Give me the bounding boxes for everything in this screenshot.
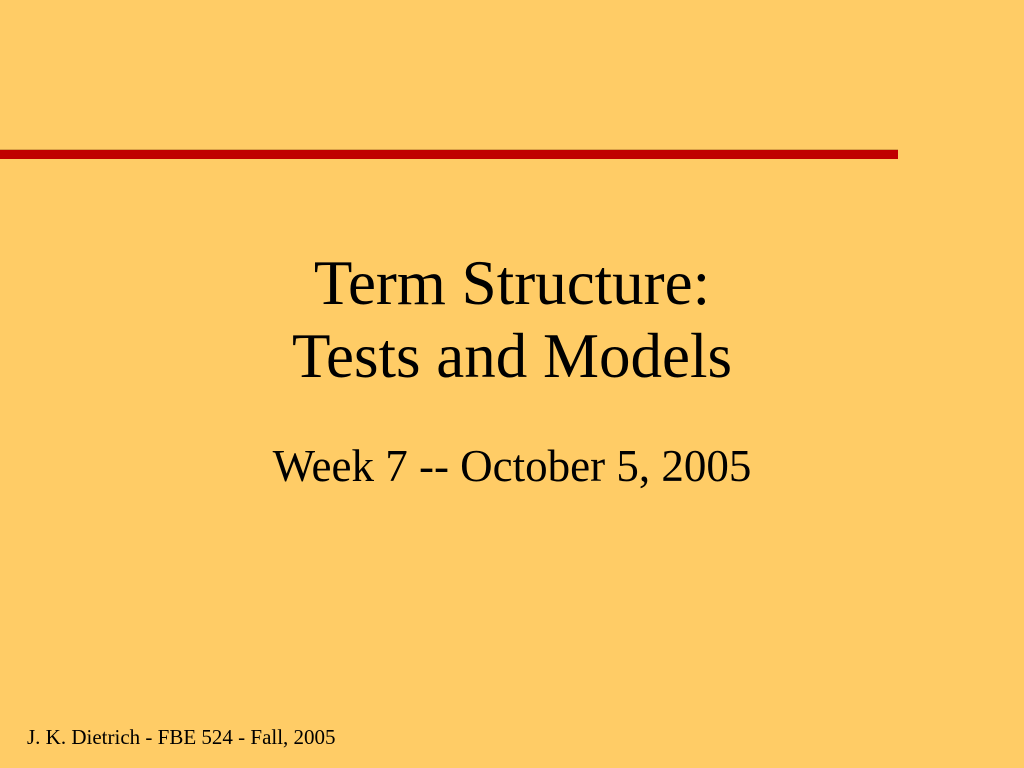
slide-title-line2: Tests and Models — [291, 321, 733, 391]
slide-title — [0, 247, 1024, 393]
slide-title-line1: Term Structure: — [313, 248, 711, 318]
divider-rule — [0, 149, 898, 159]
slide-footer: J. K. Dietrich - FBE 524 - Fall, 2005 — [27, 725, 336, 749]
slide-subtitle: Week 7 -- October 5, 2005 — [272, 441, 752, 491]
